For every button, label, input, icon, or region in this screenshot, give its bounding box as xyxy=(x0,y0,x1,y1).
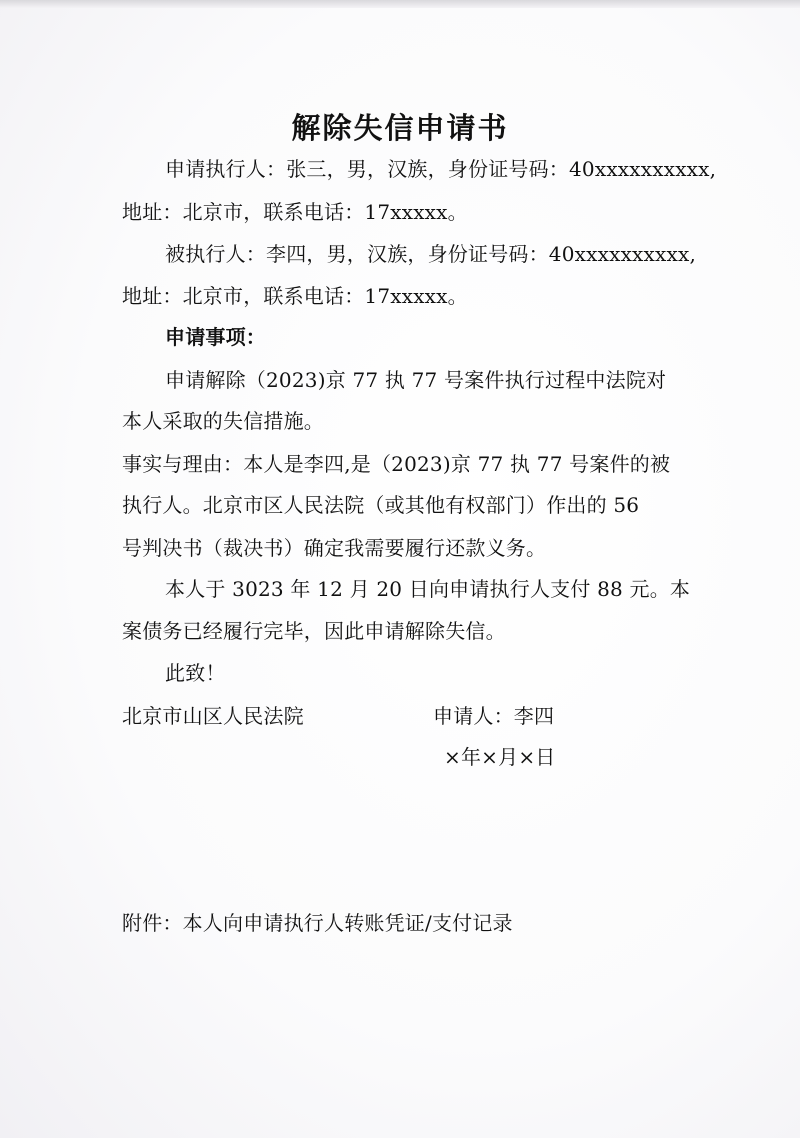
applicant-line-2: 地址：北京市，联系电话：17xxxxx。 xyxy=(122,200,468,224)
signature-date: ×年×月×日 xyxy=(444,745,556,769)
facts-line-2: 执行人。北京市区人民法院（或其他有权部门）作出的 56 xyxy=(122,493,640,517)
signer: 申请人：李四 xyxy=(433,704,555,728)
page-top-edge xyxy=(0,0,800,8)
document-title: 解除失信申请书 xyxy=(291,111,509,145)
matters-heading: 申请事项： xyxy=(165,325,266,349)
salutation: 此致！ xyxy=(165,661,226,685)
facts-line-3: 号判决书（裁决书）确定我需要履行还款义务。 xyxy=(122,536,547,560)
matters-line-1: 申请解除（2023)京 77 执 77 号案件执行过程中法院对 xyxy=(165,368,667,392)
attachment-note: 附件：本人向申请执行人转账凭证/支付记录 xyxy=(122,911,513,935)
matters-line-2: 本人采取的失信措施。 xyxy=(122,409,324,433)
payment-line-2: 案债务已经履行完毕，因此申请解除失信。 xyxy=(122,619,506,643)
applicant-line-1: 申请执行人：张三，男，汉族，身份证号码：40xxxxxxxxxx, xyxy=(165,157,717,181)
court-name: 北京市山区人民法院 xyxy=(122,704,304,728)
respondent-line-2: 地址：北京市，联系电话：17xxxxx。 xyxy=(122,284,468,308)
payment-line-1: 本人于 3023 年 12 月 20 日向申请执行人支付 88 元。本 xyxy=(165,577,691,601)
facts-line-1: 事实与理由：本人是李四,是（2023)京 77 执 77 号案件的被 xyxy=(122,452,671,476)
respondent-line-1: 被执行人：李四，男，汉族，身份证号码：40xxxxxxxxxx, xyxy=(165,242,696,266)
